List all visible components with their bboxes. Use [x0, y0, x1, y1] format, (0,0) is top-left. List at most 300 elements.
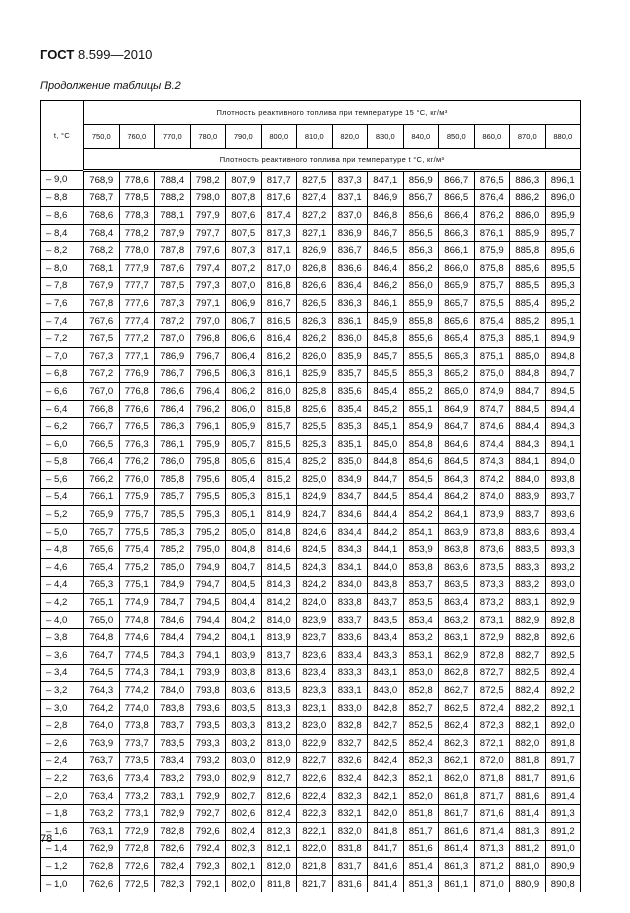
density-cell: 794,5 [190, 594, 226, 612]
density-cell: 792,1 [190, 875, 226, 892]
density-cell: 893,0 [545, 576, 581, 594]
temperature-cell: – 3,8 [41, 629, 84, 647]
density-cell: 793,2 [190, 752, 226, 770]
density-cell: 851,6 [403, 840, 439, 858]
density-cell: 787,9 [155, 224, 191, 242]
density-cell: 842,5 [368, 735, 404, 753]
density-cell: 797,6 [190, 242, 226, 260]
density-cell: 865,6 [439, 312, 475, 330]
density-cell: 763,6 [84, 770, 120, 788]
density-cell: 814,3 [261, 576, 297, 594]
density-cell: 882,8 [510, 629, 546, 647]
density-cell: 772,6 [119, 858, 155, 876]
temperature-column-header: t, °C [41, 101, 84, 171]
density-cell: 873,5 [474, 559, 510, 577]
density-cell: 873,2 [474, 594, 510, 612]
table-row [41, 699, 581, 717]
table-row [41, 242, 581, 260]
density-cell: 845,4 [368, 383, 404, 401]
density-cell: 816,4 [261, 330, 297, 348]
temperature-cell: – 2,4 [41, 752, 84, 770]
density-cell: 875,0 [474, 365, 510, 383]
density-cell: 861,7 [439, 805, 475, 823]
density-cell: 763,4 [84, 787, 120, 805]
density-cell: 805,7 [226, 435, 262, 453]
density-cell: 851,4 [403, 858, 439, 876]
table-row [41, 840, 581, 858]
density-cell: 763,7 [84, 752, 120, 770]
density-cell: 890,8 [545, 875, 581, 892]
density-cell: 891,7 [545, 752, 581, 770]
density-cell: 826,3 [297, 312, 333, 330]
temperature-cell: – 7,6 [41, 295, 84, 313]
density-cell: 875,8 [474, 259, 510, 277]
density-cell: 766,5 [84, 435, 120, 453]
table-row [41, 418, 581, 436]
density-cell: 773,7 [119, 735, 155, 753]
table-row [41, 629, 581, 647]
density-cell: 816,8 [261, 277, 297, 295]
density-columns-row [41, 125, 581, 149]
density-cell: 884,3 [510, 435, 546, 453]
density-cell: 836,0 [332, 330, 368, 348]
density-cell: 844,7 [368, 471, 404, 489]
standard-number: 8.599—2010 [77, 47, 153, 62]
density-cell: 891,2 [545, 822, 581, 840]
density-cell: 833,7 [332, 611, 368, 629]
density-cell: 823,3 [297, 682, 333, 700]
table-body [41, 171, 581, 893]
density-cell: 815,8 [261, 400, 297, 418]
temperature-cell: – 4,8 [41, 541, 84, 559]
density-cell: 842,8 [368, 699, 404, 717]
density-cell: 763,9 [84, 735, 120, 753]
density-cell: 787,5 [155, 277, 191, 295]
density-cell: 786,6 [155, 383, 191, 401]
temperature-cell: – 6,6 [41, 383, 84, 401]
density-cell: 824,2 [297, 576, 333, 594]
density-cell: 784,6 [155, 611, 191, 629]
density-column-header: 820,0 [332, 125, 368, 149]
density-cell: 862,9 [439, 647, 475, 665]
density-cell: 793,5 [190, 717, 226, 735]
density-cell: 816,5 [261, 312, 297, 330]
density-cell: 871,8 [474, 770, 510, 788]
density-cell: 775,4 [119, 541, 155, 559]
density-cell: 895,9 [545, 207, 581, 225]
density-cell: 814,2 [261, 594, 297, 612]
density-cell: 805,4 [226, 471, 262, 489]
temperature-cell: – 6,8 [41, 365, 84, 383]
density-cell: 874,4 [474, 435, 510, 453]
temperature-cell: – 8,8 [41, 189, 84, 207]
table-row [41, 576, 581, 594]
density-cell: 886,3 [510, 171, 546, 190]
table-row [41, 488, 581, 506]
temperature-cell: – 2,2 [41, 770, 84, 788]
density-cell: 843,5 [368, 611, 404, 629]
density-cell: 855,5 [403, 347, 439, 365]
density-cell: 816,0 [261, 383, 297, 401]
density-cell: 856,2 [403, 259, 439, 277]
density-cell: 806,4 [226, 347, 262, 365]
density-cell: 775,7 [119, 506, 155, 524]
density-cell: 826,6 [297, 277, 333, 295]
density-cell: 806,7 [226, 312, 262, 330]
density-cell: 865,7 [439, 295, 475, 313]
table-row [41, 752, 581, 770]
density-cell: 764,0 [84, 717, 120, 735]
density-cell: 814,6 [261, 541, 297, 559]
density-cell: 834,9 [332, 471, 368, 489]
density-cell: 796,1 [190, 418, 226, 436]
table-row [41, 224, 581, 242]
density-cell: 854,6 [403, 453, 439, 471]
density-cell: 895,1 [545, 312, 581, 330]
temperature-cell: – 3,2 [41, 682, 84, 700]
density-cell: 825,3 [297, 435, 333, 453]
density-cell: 844,8 [368, 453, 404, 471]
density-cell: 883,3 [510, 559, 546, 577]
density-cell: 765,0 [84, 611, 120, 629]
density-cell: 786,3 [155, 418, 191, 436]
density-cell: 894,3 [545, 418, 581, 436]
density-cell: 865,0 [439, 383, 475, 401]
density-cell: 844,2 [368, 523, 404, 541]
density-cell: 842,0 [368, 805, 404, 823]
density-cell: 787,6 [155, 259, 191, 277]
density-cell: 835,6 [332, 383, 368, 401]
density-cell: 803,9 [226, 647, 262, 665]
density-cell: 892,2 [545, 682, 581, 700]
temperature-cell: – 8,2 [41, 242, 84, 260]
density-cell: 852,0 [403, 787, 439, 805]
density-cell: 861,6 [439, 822, 475, 840]
table-row [41, 611, 581, 629]
density-cell: 836,7 [332, 242, 368, 260]
density-cell: 765,9 [84, 506, 120, 524]
density-cell: 782,8 [155, 822, 191, 840]
density-cell: 792,4 [190, 840, 226, 858]
temperature-cell: – 3,6 [41, 647, 84, 665]
density-cell: 884,0 [510, 471, 546, 489]
temperature-cell: – 5,2 [41, 506, 84, 524]
density-cell: 817,6 [261, 189, 297, 207]
density-cell: 841,7 [368, 840, 404, 858]
density-cell: 895,2 [545, 295, 581, 313]
density-cell: 834,6 [332, 506, 368, 524]
density-cell: 787,0 [155, 330, 191, 348]
density-cell: 805,0 [226, 523, 262, 541]
density-cell: 802,0 [226, 875, 262, 892]
density-15c-header: Плотность реактивного топлива при температуре 15 °C, кг/м³ [84, 101, 581, 125]
density-cell: 896,0 [545, 189, 581, 207]
density-cell: 804,2 [226, 611, 262, 629]
density-cell: 835,3 [332, 418, 368, 436]
density-cell: 835,7 [332, 365, 368, 383]
table-row [41, 682, 581, 700]
density-cell: 807,6 [226, 207, 262, 225]
density-cell: 832,1 [332, 805, 368, 823]
density-cell: 891,4 [545, 787, 581, 805]
density-cell: 836,1 [332, 312, 368, 330]
density-cell: 852,7 [403, 699, 439, 717]
density-cell: 846,2 [368, 277, 404, 295]
table-row [41, 805, 581, 823]
density-cell: 866,5 [439, 189, 475, 207]
density-cell: 882,4 [510, 682, 546, 700]
density-cell: 778,6 [119, 171, 155, 190]
table-row [41, 277, 581, 295]
density-cell: 854,1 [403, 523, 439, 541]
density-cell: 894,7 [545, 365, 581, 383]
density-t-header: Плотность реактивного топлива при температуре t °C, кг/м³ [84, 149, 581, 171]
density-cell: 795,6 [190, 471, 226, 489]
density-cell: 813,0 [261, 735, 297, 753]
density-cell: 766,4 [84, 453, 120, 471]
density-column-header: 840,0 [403, 125, 439, 149]
density-column-header: 830,0 [368, 125, 404, 149]
table-row [41, 822, 581, 840]
density-cell: 795,9 [190, 435, 226, 453]
density-cell: 891,8 [545, 735, 581, 753]
density-cell: 893,6 [545, 506, 581, 524]
table-row [41, 295, 581, 313]
density-cell: 835,9 [332, 347, 368, 365]
table-row [41, 312, 581, 330]
density-cell: 797,4 [190, 259, 226, 277]
density-cell: 807,5 [226, 224, 262, 242]
density-cell: 795,3 [190, 506, 226, 524]
table-row [41, 365, 581, 383]
density-cell: 837,3 [332, 171, 368, 190]
temperature-cell: – 5,8 [41, 453, 84, 471]
density-cell: 866,4 [439, 207, 475, 225]
temperature-cell: – 1,8 [41, 805, 84, 823]
density-cell: 885,4 [510, 295, 546, 313]
density-cell: 803,3 [226, 717, 262, 735]
density-cell: 783,8 [155, 699, 191, 717]
density-cell: 863,6 [439, 559, 475, 577]
density-cell: 802,9 [226, 770, 262, 788]
temperature-cell: – 7,4 [41, 312, 84, 330]
density-cell: 773,8 [119, 717, 155, 735]
density-cell: 851,3 [403, 875, 439, 892]
density-cell: 794,4 [190, 611, 226, 629]
density-cell: 812,1 [261, 840, 297, 858]
density-cell: 852,1 [403, 770, 439, 788]
density-cell: 817,0 [261, 259, 297, 277]
density-cell: 854,8 [403, 435, 439, 453]
density-cell: 768,4 [84, 224, 120, 242]
table-row [41, 858, 581, 876]
temperature-cell: – 6,0 [41, 435, 84, 453]
density-cell: 763,1 [84, 822, 120, 840]
density-cell: 892,6 [545, 629, 581, 647]
density-cell: 864,6 [439, 435, 475, 453]
density-cell: 794,7 [190, 576, 226, 594]
density-cell: 844,5 [368, 488, 404, 506]
density-cell: 762,9 [84, 840, 120, 858]
density-cell: 843,7 [368, 594, 404, 612]
density-cell: 814,5 [261, 559, 297, 577]
density-cell: 793,9 [190, 664, 226, 682]
density-cell: 881,0 [510, 858, 546, 876]
density-cell: 765,4 [84, 559, 120, 577]
density-cell: 892,8 [545, 611, 581, 629]
density-cell: 805,1 [226, 506, 262, 524]
density-cell: 823,0 [297, 717, 333, 735]
density-cell: 813,2 [261, 717, 297, 735]
density-cell: 851,7 [403, 822, 439, 840]
density-column-header: 770,0 [155, 125, 191, 149]
density-cell: 836,4 [332, 277, 368, 295]
density-cell: 795,8 [190, 453, 226, 471]
density-cell: 865,2 [439, 365, 475, 383]
density-cell: 763,2 [84, 805, 120, 823]
density-cell: 807,2 [226, 259, 262, 277]
density-cell: 873,8 [474, 523, 510, 541]
density-cell: 815,5 [261, 435, 297, 453]
table-row [41, 717, 581, 735]
density-cell: 873,1 [474, 611, 510, 629]
density-cell: 831,7 [332, 858, 368, 876]
table-row [41, 647, 581, 665]
density-cell: 835,0 [332, 453, 368, 471]
density-cell: 807,0 [226, 277, 262, 295]
density-cell: 797,1 [190, 295, 226, 313]
density-cell: 893,2 [545, 559, 581, 577]
table-row [41, 594, 581, 612]
density-column-header: 800,0 [261, 125, 297, 149]
density-cell: 845,1 [368, 418, 404, 436]
density-cell: 824,5 [297, 541, 333, 559]
density-cell: 844,4 [368, 506, 404, 524]
density-cell: 764,3 [84, 682, 120, 700]
density-cell: 796,7 [190, 347, 226, 365]
density-cell: 814,8 [261, 523, 297, 541]
temperature-cell: – 6,2 [41, 418, 84, 436]
density-cell: 853,9 [403, 541, 439, 559]
density-cell: 872,8 [474, 647, 510, 665]
density-column-header: 760,0 [119, 125, 155, 149]
density-cell: 874,0 [474, 488, 510, 506]
density-cell: 778,2 [119, 224, 155, 242]
density-cell: 866,0 [439, 259, 475, 277]
density-cell: 893,8 [545, 471, 581, 489]
density-cell: 845,0 [368, 435, 404, 453]
temperature-cell: – 2,6 [41, 735, 84, 753]
table-row [41, 735, 581, 753]
density-cell: 895,7 [545, 224, 581, 242]
density-cell: 796,8 [190, 330, 226, 348]
density-cell: 767,6 [84, 312, 120, 330]
density-cell: 883,2 [510, 576, 546, 594]
density-cell: 778,5 [119, 189, 155, 207]
density-cell: 807,3 [226, 242, 262, 260]
density-cell: 841,4 [368, 875, 404, 892]
density-cell: 874,3 [474, 453, 510, 471]
density-cell: 855,2 [403, 383, 439, 401]
density-cell: 846,7 [368, 224, 404, 242]
density-cell: 871,2 [474, 858, 510, 876]
density-cell: 774,5 [119, 647, 155, 665]
density-cell: 876,5 [474, 171, 510, 190]
density-cell: 866,7 [439, 171, 475, 190]
temperature-cell: – 4,2 [41, 594, 84, 612]
density-cell: 834,7 [332, 488, 368, 506]
temperature-cell: – 1,0 [41, 875, 84, 892]
density-cell: 765,7 [84, 523, 120, 541]
density-cell: 796,4 [190, 383, 226, 401]
density-cell: 814,0 [261, 611, 297, 629]
density-cell: 884,1 [510, 453, 546, 471]
density-cell: 822,0 [297, 840, 333, 858]
density-cell: 772,9 [119, 822, 155, 840]
density-cell: 785,8 [155, 471, 191, 489]
density-cell: 875,1 [474, 347, 510, 365]
density-cell: 832,6 [332, 752, 368, 770]
density-cell: 862,0 [439, 770, 475, 788]
density-cell: 792,6 [190, 822, 226, 840]
density-cell: 777,1 [119, 347, 155, 365]
density-cell: 854,2 [403, 506, 439, 524]
density-cell: 833,3 [332, 664, 368, 682]
density-cell: 793,8 [190, 682, 226, 700]
density-cell: 764,5 [84, 664, 120, 682]
density-cell: 766,7 [84, 418, 120, 436]
density-cell: 827,2 [297, 207, 333, 225]
temperature-cell: – 7,2 [41, 330, 84, 348]
density-cell: 784,0 [155, 682, 191, 700]
density-cell: 805,9 [226, 418, 262, 436]
density-cell: 824,7 [297, 506, 333, 524]
document-header [40, 47, 152, 62]
table-row [41, 400, 581, 418]
density-cell: 874,2 [474, 471, 510, 489]
density-cell: 891,0 [545, 840, 581, 858]
density-cell: 824,3 [297, 559, 333, 577]
density-cell: 845,2 [368, 400, 404, 418]
density-cell: 862,3 [439, 735, 475, 753]
density-cell: 843,0 [368, 682, 404, 700]
density-cell: 823,4 [297, 664, 333, 682]
density-cell: 803,6 [226, 682, 262, 700]
density-cell: 874,6 [474, 418, 510, 436]
density-cell: 881,8 [510, 752, 546, 770]
table-row [41, 770, 581, 788]
density-cell: 767,3 [84, 347, 120, 365]
density-cell: 883,7 [510, 506, 546, 524]
density-cell: 776,9 [119, 365, 155, 383]
density-cell: 797,9 [190, 207, 226, 225]
table-row [41, 330, 581, 348]
density-cell: 783,7 [155, 717, 191, 735]
density-cell: 875,3 [474, 330, 510, 348]
density-cell: 794,9 [190, 559, 226, 577]
density-cell: 767,2 [84, 365, 120, 383]
density-cell: 825,6 [297, 400, 333, 418]
density-cell: 792,7 [190, 805, 226, 823]
density-column-header: 850,0 [439, 125, 475, 149]
table-row [41, 664, 581, 682]
density-cell: 824,9 [297, 488, 333, 506]
density-cell: 806,2 [226, 383, 262, 401]
density-cell: 836,3 [332, 295, 368, 313]
density-cell: 890,9 [545, 858, 581, 876]
density-cell: 832,7 [332, 735, 368, 753]
density-cell: 883,9 [510, 488, 546, 506]
